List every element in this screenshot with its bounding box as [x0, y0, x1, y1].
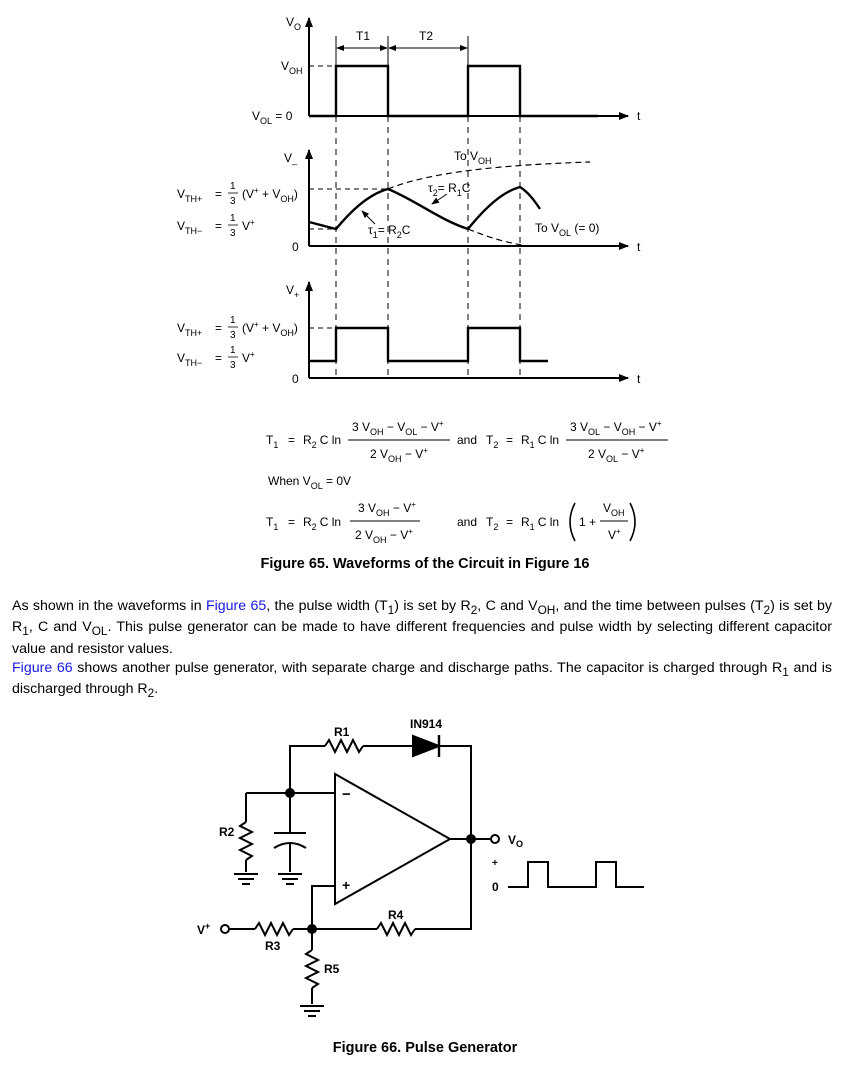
r2-resistor	[240, 822, 252, 860]
t-axis-label-3: t	[637, 372, 641, 386]
svg-text:V+: V+	[608, 527, 621, 542]
vth-plus-label-3	[177, 315, 298, 341]
svg-text:T1: $T_1$	[266, 515, 279, 532]
ground-r5	[300, 1006, 324, 1016]
t2-label: T2	[419, 29, 434, 43]
r5-resistor	[306, 950, 318, 988]
svg-text:1: 1	[230, 213, 236, 224]
svg-text:3: 3	[230, 228, 236, 239]
svg-text:1 +: 1 +	[579, 515, 597, 529]
voh-label: $V_{OH}$	[281, 59, 303, 76]
waveform-plus-label: +	[492, 858, 498, 869]
vth-minus-label-2	[177, 213, 255, 239]
figure-66-caption: Figure 66. Pulse Generator	[332, 1040, 518, 1056]
svg-text:=: =	[288, 515, 296, 529]
vo-axis-label: $V_O$	[286, 15, 302, 32]
svg-text:V+: V+	[242, 218, 255, 233]
svg-text:VTH−: $V_{TH-}$	[177, 219, 203, 236]
vplus-label: V+	[197, 921, 211, 937]
vplus-terminal	[221, 925, 229, 933]
svg-text:=: =	[215, 351, 223, 365]
svg-text:1: 1	[230, 345, 236, 356]
r4-resistor	[377, 923, 415, 935]
r3-label: R3	[265, 939, 281, 953]
svg-text:=: =	[215, 321, 223, 335]
vplus-axis-label: $V_+$	[286, 283, 300, 300]
asymptote-to-vol	[468, 229, 528, 246]
svg-text:=: =	[506, 515, 514, 529]
svg-text:VTH−: $V_{TH-}$	[177, 351, 203, 368]
ground-r2	[234, 874, 258, 884]
svg-text:V+: V+	[242, 350, 255, 365]
svg-text:When VOL = 0V: When $V_{OL} = 0V$	[268, 474, 352, 491]
svg-text:3 VOH − V+: 3 $V_{OH} - V^+$	[358, 500, 416, 518]
zero-label-2: 0	[292, 240, 299, 254]
figure-66-schematic	[0, 710, 850, 1040]
svg-text:and: and	[457, 433, 478, 447]
svg-text:R1C ln: $R_1$ C ln	[521, 515, 560, 532]
svg-text:3: 3	[230, 360, 236, 371]
r2-label: R2	[219, 825, 235, 839]
r4-label: R4	[388, 908, 404, 922]
to-vol-label: To $V_{OL}$ (= 0)	[535, 221, 600, 238]
vth-minus-label-3	[177, 345, 255, 371]
inverting-input-symbol: −	[342, 786, 351, 803]
svg-text:=: =	[215, 187, 223, 201]
svg-text:1: 1	[230, 315, 236, 326]
ground-capacitor	[278, 874, 302, 884]
diode-in914	[413, 736, 439, 756]
r1-label: R1	[334, 725, 350, 739]
vplus-square-wave	[309, 328, 548, 361]
t-axis-label-2: t	[637, 240, 641, 254]
svg-text:2 VOH − V+: 2 $V_{OH} - V^+$	[355, 527, 413, 545]
figure-65-caption: Figure 65. Waveforms of the Circuit in Figure 16	[260, 556, 590, 572]
op-amp	[335, 774, 450, 904]
svg-text:2 VOL − V+: 2 $V_{OL} - V^+$	[588, 446, 645, 464]
svg-text:=: =	[288, 433, 296, 447]
svg-text:3: 3	[230, 196, 236, 207]
figure-66-link[interactable]: Figure 66	[12, 660, 73, 676]
vminus-axis-label: V_	[284, 151, 298, 165]
svg-text:T2: $T_2$	[486, 515, 499, 532]
svg-text:(V+ + VOH): $(V^+ + V_{OH})$	[242, 186, 298, 204]
svg-text:3 VOL − VOH − V+: 3 $V_{OL} - V_{OH} - V^+$	[570, 419, 662, 437]
svg-text:T1: $T_1$	[266, 433, 279, 450]
capacitor-voltage-curve	[309, 187, 540, 229]
t1-label: T1	[356, 29, 371, 43]
diode-label: IN914	[410, 717, 443, 731]
svg-text:VTH+: $V_{TH+}$	[177, 321, 203, 338]
svg-text:3 VOH − VOL − V+: 3 $V_{OH} - V_{OL} - V^+$	[352, 419, 444, 437]
noninverting-input-symbol: +	[342, 877, 351, 893]
output-pulse-waveform	[508, 862, 644, 887]
asymptote-to-voh	[388, 162, 590, 189]
to-voh-label: To $V_{OH}$	[454, 149, 492, 166]
tau2-label: $\tau_2= R_1C$	[428, 181, 471, 198]
svg-text:R2C ln: $R_2$ C ln	[303, 433, 342, 450]
vo-label: $V_O$	[508, 833, 524, 849]
tau1-label: $\tau_1= R_2C$	[368, 223, 411, 240]
r5-label: R5	[324, 962, 340, 976]
svg-text:(V+ + VOH): $(V^+ + V_{OH})$	[242, 320, 298, 338]
vth-plus-label-2	[177, 181, 298, 207]
paragraph-waveform-description: As shown in the waveforms in Figure 65, the pulse width $(T_1)$ is set by $R_2$, C and $V_{OH}$, and the time between pulses $(T_2)$ is set by $R_1$, C and $V_{OL}$. This pulse generator can be made to have different frequencies and pulse width by selecting different capacitor value and resistor values.	[12, 598, 832, 657]
svg-text:T2: $T_2$	[486, 433, 499, 450]
r3-resistor	[255, 923, 293, 935]
vo-square-wave	[309, 66, 598, 116]
svg-text:VOH: $V_{OH}$	[603, 501, 625, 518]
svg-text:R2C ln: $R_2$ C ln	[303, 515, 342, 532]
vol-label: $V_{OL} = 0$	[252, 109, 293, 126]
t-axis-label-1: t	[637, 109, 641, 123]
r1-resistor	[325, 740, 363, 752]
paragraph-figure-66-intro: Figure 66 shows another pulse generator, with separate charge and discharge paths. The capacitor is charged through $R_1$ and is discharged through $R_2$.	[12, 660, 832, 701]
svg-text:R1C ln: $R_1$ C ln	[521, 433, 560, 450]
svg-text:=: =	[215, 219, 223, 233]
svg-text:2 VOH − V+: 2 $V_{OH} - V^+$	[370, 446, 428, 464]
svg-text:1: 1	[230, 181, 236, 192]
vo-terminal	[491, 835, 499, 843]
waveform-zero-label: 0	[492, 880, 499, 894]
figure-65-link[interactable]: Figure 65	[205, 598, 267, 614]
svg-text:and: and	[457, 515, 478, 529]
svg-text:=: =	[506, 433, 514, 447]
svg-text:VTH+: $V_{TH+}$	[177, 187, 203, 204]
pulse-equations	[266, 419, 668, 545]
svg-text:3: 3	[230, 330, 236, 341]
zero-label-3: 0	[292, 372, 299, 386]
